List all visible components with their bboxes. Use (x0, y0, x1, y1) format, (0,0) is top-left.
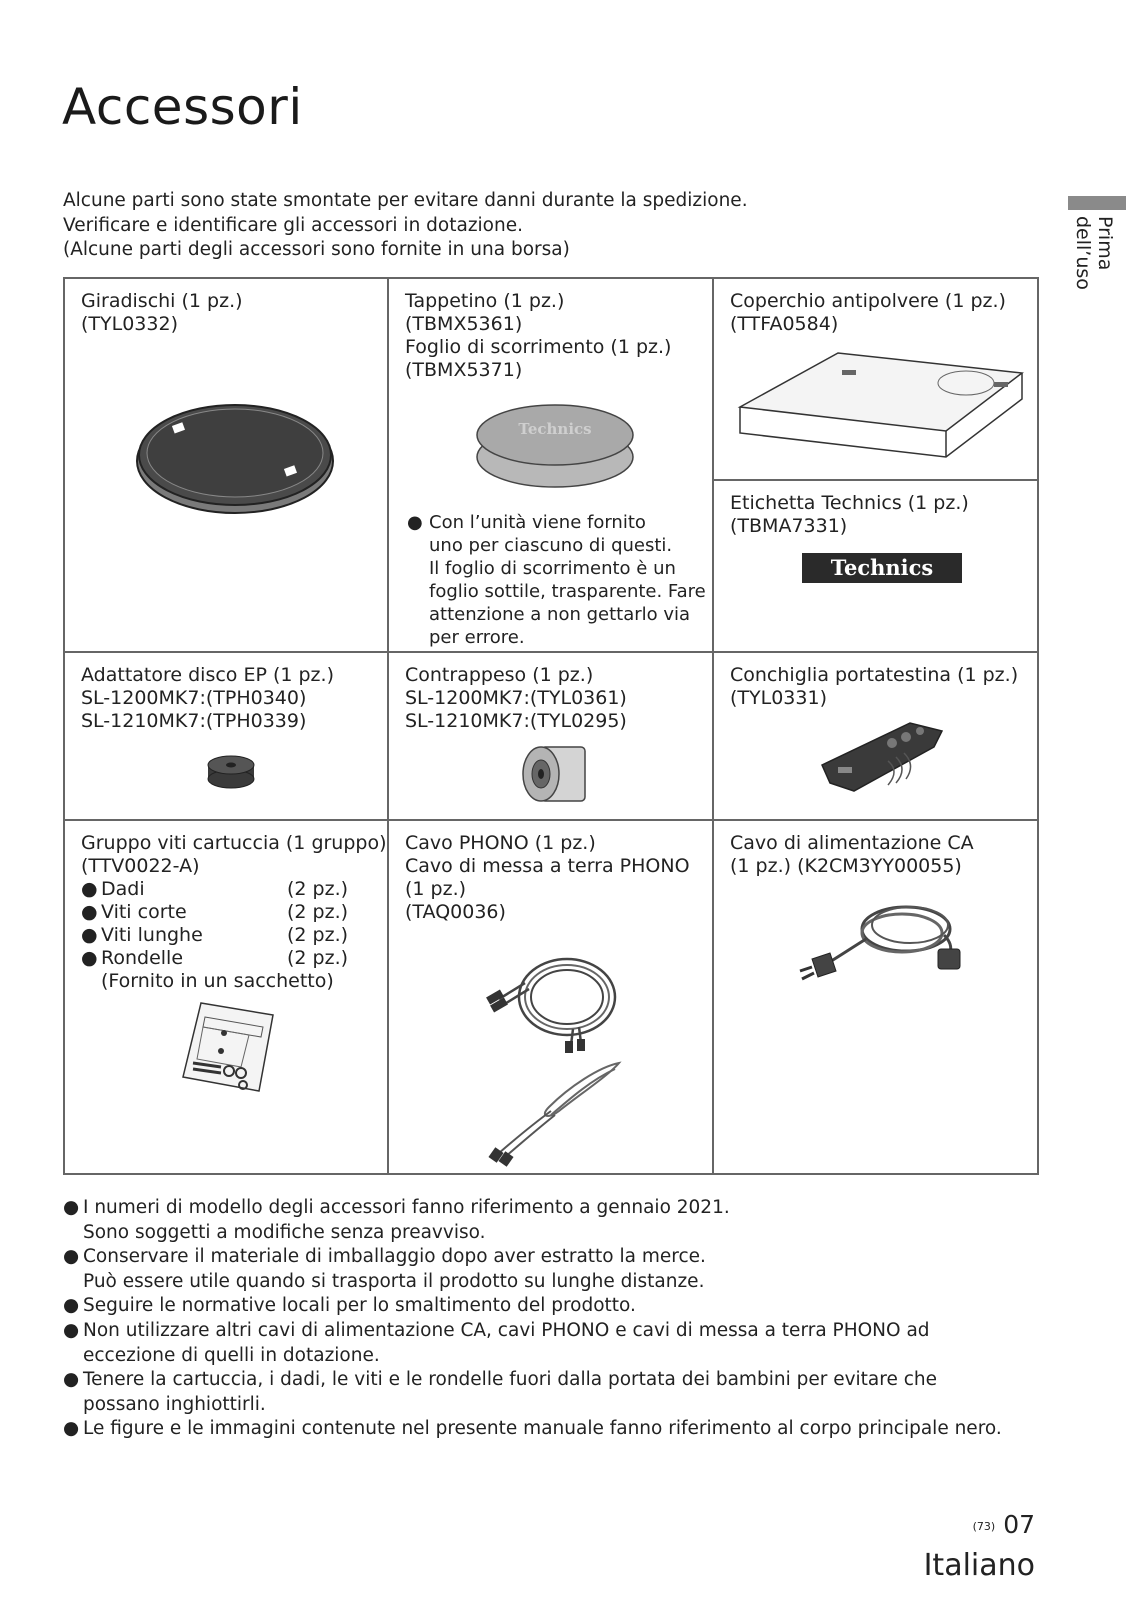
item-part-number: (TYL0332) (81, 313, 178, 335)
note-line: foglio sottile, trasparente. Fare (429, 581, 706, 602)
intro-line: Verificare e identificare gli accessori in dotazione. (63, 214, 523, 236)
cell-power-cord (713, 820, 1038, 1174)
item-part-number: SL-1200MK7:(TPH0340) (81, 687, 307, 709)
list-item (63, 1368, 1002, 1417)
footnote-line: possano inghiottirli. (83, 1393, 266, 1415)
list-item (63, 1417, 1002, 1442)
screw-item-name: Viti corte (101, 901, 187, 923)
footnote-line: Non utilizzare altri cavi di alimentazione CA, cavi PHONO e cavi di messa a terra PHONO ad (83, 1319, 930, 1341)
note-line: uno per ciascuno di questi. (429, 535, 673, 556)
item-part-number: (TBMX5361) (405, 313, 523, 335)
bullet: ● (63, 1246, 80, 1268)
cell-headshell (713, 652, 1038, 820)
item-part-number: (TBMX5371) (405, 359, 523, 381)
footnote-line: Può essere utile quando si trasporta il prodotto su lunghe distanze. (83, 1270, 705, 1292)
cell-ep-adapter (64, 652, 388, 820)
note-line: per errore. (429, 627, 525, 648)
item-label: (1 pz.) (405, 878, 467, 900)
item-part-number: SL-1210MK7:(TYL0295) (405, 710, 627, 732)
bullet: ● (81, 901, 98, 923)
item-label: Giradischi (1 pz.) (81, 290, 243, 312)
item-part-number: (TTFA0584) (730, 313, 839, 335)
counterweight-illustration (519, 741, 593, 807)
section-tab-line: Prima (1094, 216, 1116, 271)
section-tab-label (1072, 216, 1116, 290)
footnotes (63, 1196, 1002, 1442)
note-line: Il foglio di scorrimento è un (429, 558, 676, 579)
footnote-line: Le figure e le immagini contenute nel presente manuale fanno riferimento al corpo principale nero. (83, 1418, 1002, 1440)
footnote-line: Sono soggetti a modifiche senza preavviso. (83, 1221, 486, 1243)
intro-line: (Alcune parti degli accessori sono fornite in una borsa) (63, 239, 570, 260)
item-label: Cavo di alimentazione CA (730, 832, 974, 854)
footnote-line: eccezione di quelli in dotazione. (83, 1344, 380, 1366)
ground-cable-illustration (479, 1057, 629, 1167)
page-code: (73) (972, 1520, 996, 1533)
footnote-line: Tenere la cartuccia, i dadi, le viti e le rondelle fuori dalla portata dei bambini per evitare che (83, 1369, 937, 1391)
list-item (63, 1319, 1002, 1368)
bullet: ● (63, 1418, 80, 1440)
note-line: Con l’unità viene fornito (429, 512, 646, 533)
list-item (63, 1196, 1002, 1245)
bullet: ● (63, 1197, 80, 1218)
item-part-number: (TTV0022-A) (81, 855, 200, 877)
cell-platter (64, 278, 388, 652)
cell-technics-label (713, 480, 1038, 652)
platter-illustration (135, 397, 335, 517)
cell-phono-cable (388, 820, 713, 1174)
mat-illustration (475, 401, 635, 497)
screw-item-name: Rondelle (101, 947, 184, 969)
mat-logo-text: Technics (518, 420, 592, 438)
intro-line: Alcune parti sono state smontate per evitare danni durante la spedizione. (63, 190, 748, 211)
mat-note (407, 511, 706, 649)
item-part-number: SL-1210MK7:(TPH0339) (81, 710, 307, 732)
screw-item-qty: (2 pz.) (287, 947, 349, 969)
list-item (63, 1294, 1002, 1319)
item-label: Etichetta Technics (1 pz.) (730, 492, 969, 514)
accessories-table (63, 277, 1039, 1175)
item-label: Tappetino (1 pz.) (405, 290, 565, 312)
screw-bag-illustration (179, 999, 279, 1095)
footnote-line: Conservare il materiale di imballaggio dopo aver estratto la merce. (83, 1246, 706, 1268)
ep-adapter-illustration (206, 753, 256, 789)
list-item (81, 878, 373, 901)
cell-counterweight (388, 652, 713, 820)
power-cord-illustration (794, 895, 966, 995)
bullet: ● (63, 1295, 80, 1317)
headshell-illustration (818, 717, 946, 795)
language-label: Italiano (923, 1548, 1035, 1583)
bullet: ● (407, 512, 423, 533)
bullet: ● (63, 1369, 80, 1391)
screw-item-qty: (2 pz.) (287, 901, 349, 923)
item-label: Adattatore disco EP (1 pz.) (81, 664, 334, 686)
item-part-number: SL-1200MK7:(TYL0361) (405, 687, 627, 709)
page-number (973, 1510, 1035, 1539)
list-item (81, 924, 373, 947)
item-label: Gruppo viti cartuccia (1 gruppo) (81, 832, 387, 854)
page-number-value: 07 (1003, 1510, 1035, 1539)
cell-mat (388, 278, 713, 652)
section-tab-marker (1068, 196, 1126, 210)
footnote-line: I numeri di modello degli accessori fanno riferimento a gennaio 2021. (83, 1197, 730, 1218)
screw-item-qty: (2 pz.) (287, 924, 349, 946)
item-label: Contrappeso (1 pz.) (405, 664, 594, 686)
item-label: Coperchio antipolvere (1 pz.) (730, 290, 1006, 312)
bullet: ● (81, 947, 98, 969)
dust-cover-illustration (738, 351, 1024, 465)
note-line: attenzione a non gettarlo via (429, 604, 691, 625)
item-label: Conchiglia portatestina (1 pz.) (730, 664, 1019, 686)
page-title: Accessori (62, 78, 303, 136)
item-part-number: (TYL0331) (730, 687, 827, 709)
section-tab-line: dell’uso (1072, 216, 1094, 290)
item-label: Cavo di messa a terra PHONO (405, 855, 690, 877)
technics-badge-text: Technics (830, 555, 934, 580)
item-label: Cavo PHONO (1 pz.) (405, 832, 596, 854)
bag-note: (Fornito in un sacchetto) (101, 970, 334, 992)
cell-dust-cover (713, 278, 1038, 480)
item-label: Foglio di scorrimento (1 pz.) (405, 336, 672, 358)
list-item (63, 1245, 1002, 1294)
item-part-number: (TBMA7331) (730, 515, 848, 537)
phono-cable-illustration (485, 943, 625, 1053)
footnote-line: Seguire le normative locali per lo smaltimento del prodotto. (83, 1295, 636, 1317)
bullet: ● (81, 924, 98, 946)
screw-item-name: Dadi (101, 878, 145, 900)
bullet: ● (81, 878, 98, 900)
screw-item-qty: (2 pz.) (287, 878, 349, 900)
cell-screw-set (64, 820, 388, 1174)
item-part-number: (TAQ0036) (405, 901, 506, 923)
technics-badge (802, 553, 962, 585)
list-item (81, 947, 373, 970)
item-part-number: (1 pz.) (K2CM3YY00055) (730, 855, 962, 877)
intro-text (63, 189, 748, 263)
screw-item-name: Viti lunghe (101, 924, 203, 946)
list-item (81, 901, 373, 924)
bullet: ● (63, 1319, 80, 1341)
